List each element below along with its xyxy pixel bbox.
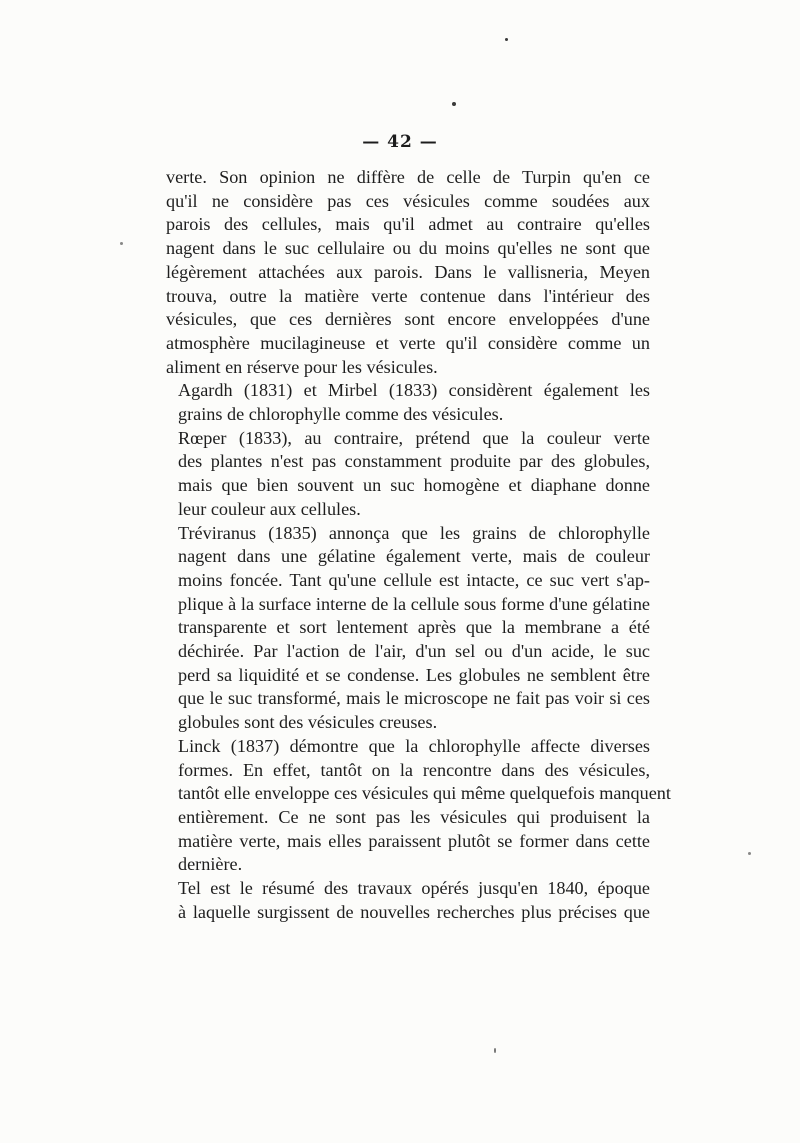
text-line: transparente et sort lentement après que la membrane a été <box>178 617 650 638</box>
scan-speck <box>452 102 456 106</box>
text-line: Agardh (1831) et Mirbel (1833) considèrent également les <box>178 380 650 401</box>
page-number: — 42 — <box>362 132 438 152</box>
text-line: verte. Son opinion ne diffère de celle de Turpin qu'en ce <box>166 167 650 187</box>
text-line: moins foncée. Tant qu'une cellule est intacte, ce suc vert s'ap- <box>178 569 650 590</box>
text-line: parois des cellules, mais qu'il admet au contraire qu'elles <box>166 214 650 235</box>
text-line: trouva, outre la matière verte contenue dans l'intérieur des <box>166 285 650 306</box>
text-line: formes. En effet, tantôt on la rencontre dans des vésicules, <box>178 759 650 780</box>
text-line: déchirée. Par l'action de l'air, d'un sel ou d'un acide, le suc <box>178 641 650 662</box>
scan-speck <box>505 38 508 41</box>
text-line: aliment en réserve pour les vésicules. <box>166 356 438 377</box>
text-line: Rœper (1833), au contraire, prétend que la couleur verte <box>178 427 650 448</box>
paragraph <box>166 522 650 735</box>
text-line: des plantes n'est pas constamment produite par des globules, <box>178 451 650 472</box>
paragraph <box>166 379 650 426</box>
text-line: matière verte, mais elles paraissent plutôt se former dans cette <box>178 830 650 851</box>
text-line: Linck (1837) démontre que la chlorophylle affecte diverses <box>178 735 650 756</box>
text-line: leur couleur aux cellules. <box>178 498 361 519</box>
scan-speck <box>120 242 123 245</box>
text-line: à laquelle surgissent de nouvelles recherches plus précises que <box>178 901 650 922</box>
text-line: dernière. <box>178 854 243 875</box>
text-line: nagent dans le suc cellulaire ou du moins qu'elles ne sont que <box>166 238 650 259</box>
text-line: que le suc transformé, mais le microscope ne fait pas voir si ces <box>178 688 650 709</box>
text-line: vésicules, que ces dernières sont encore enveloppées d'une <box>166 309 650 330</box>
text-line: entièrement. Ce ne sont pas les vésicules qui produisent la <box>178 806 650 827</box>
scan-speck <box>748 852 751 855</box>
text-line: légèrement attachées aux parois. Dans le vallisneria, Meyen <box>166 261 650 282</box>
paragraph <box>166 427 650 522</box>
body-text <box>166 166 671 925</box>
text-line: Tréviranus (1835) annonça que les grains de chlorophylle <box>178 522 650 543</box>
text-line: atmosphère mucilagineuse et verte qu'il considère comme un <box>166 332 650 353</box>
text-line: grains de chlorophylle comme des vésicules. <box>178 404 504 425</box>
text-line: perd sa liquidité et se condense. Les globules ne semblent être <box>178 664 650 685</box>
text-line: globules sont des vésicules creuses. <box>178 712 438 733</box>
paragraph <box>166 877 650 924</box>
text-line: nagent dans une gélatine également verte, mais de couleur <box>178 546 650 567</box>
text-line: qu'il ne considère pas ces vésicules comme soudées aux <box>166 190 650 211</box>
scan-speck <box>494 1048 496 1053</box>
paragraph <box>166 166 650 379</box>
paragraph <box>166 735 671 877</box>
text-line: plique à la surface interne de la cellule sous forme d'une gélatine <box>178 593 650 614</box>
text-line: mais que bien souvent un suc homogène et diaphane donne <box>178 475 650 496</box>
text-line: Tel est le résumé des travaux opérés jusqu'en 1840, époque <box>178 878 650 899</box>
text-line: tantôt elle enveloppe ces vésicules qui même quelquefois manquent <box>178 783 671 804</box>
